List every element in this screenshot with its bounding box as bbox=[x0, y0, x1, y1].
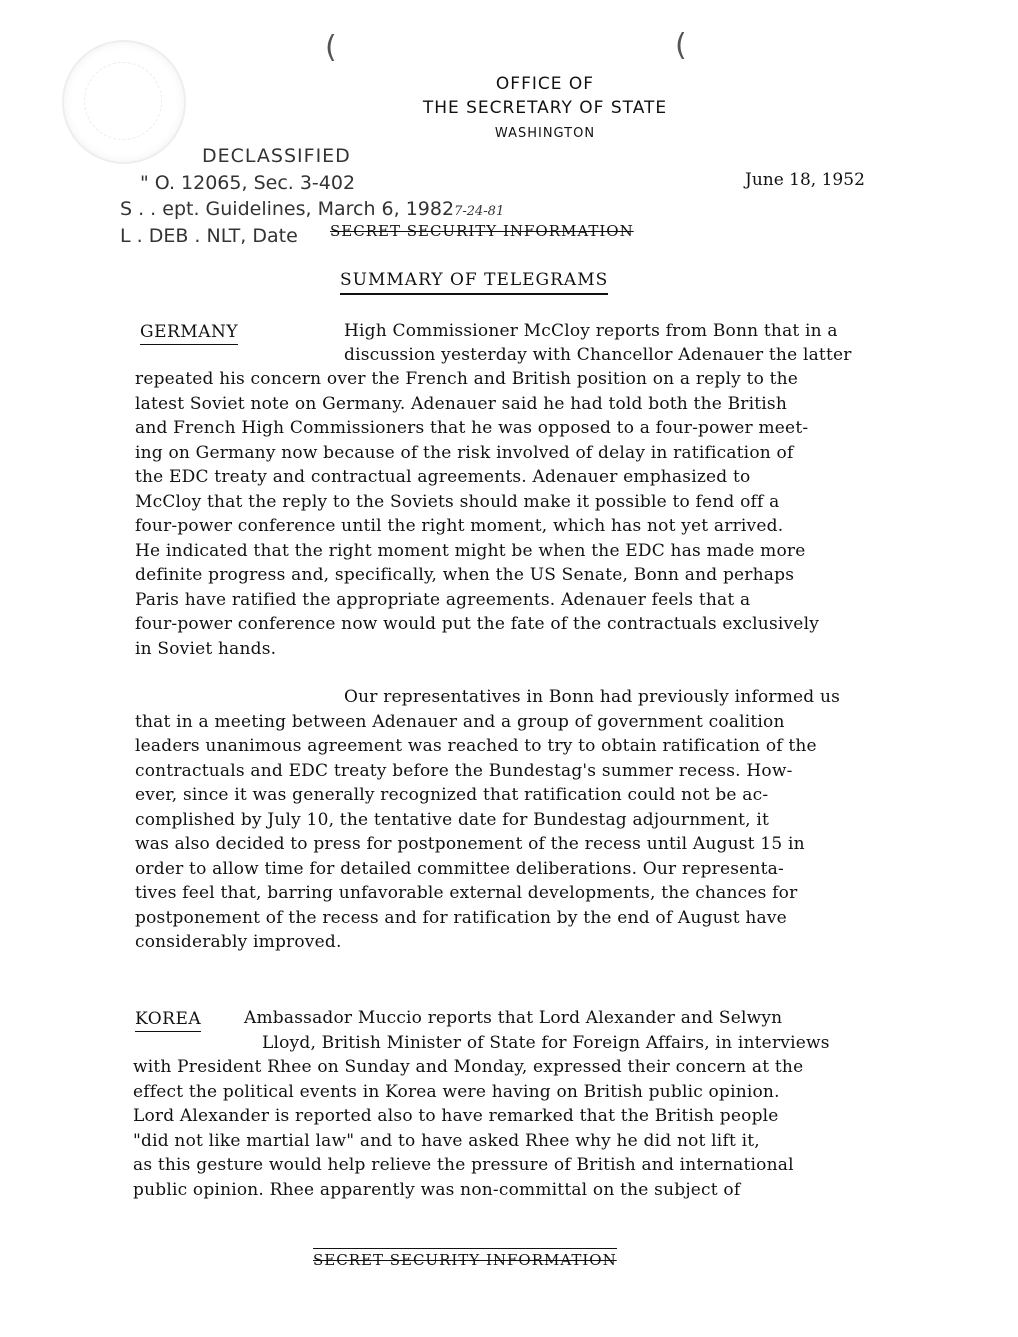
text-line: postponement of the recess and for ratification by the end of August have bbox=[135, 908, 787, 928]
declassified-title: DECLASSIFIED bbox=[202, 145, 351, 167]
punch-hole-mark-right: ( bbox=[675, 28, 687, 63]
text-line: considerably improved. bbox=[135, 932, 342, 952]
text-line: in Soviet hands. bbox=[135, 639, 277, 659]
text-line: four-power conference now would put the fate of the contractuals exclusively bbox=[135, 614, 820, 634]
seal-inner-ring bbox=[84, 62, 162, 140]
guidelines-text: S . . ept. Guidelines, March 6, 1982 bbox=[120, 198, 455, 220]
letterhead-line-1: OFFICE OF bbox=[495, 74, 595, 94]
text-line: discussion yesterday with Chancellor Adenauer the latter bbox=[344, 345, 852, 365]
text-line: that in a meeting between Adenauer and a group of government coalition bbox=[135, 712, 785, 732]
text-line: and French High Commissioners that he was opposed to a four-power meet- bbox=[135, 418, 809, 438]
text-line: was also decided to press for postponement of the recess until August 15 in bbox=[135, 834, 805, 854]
document-heading: SUMMARY OF TELEGRAMS bbox=[340, 270, 608, 295]
text-line: High Commissioner McCloy reports from Bonn that in a bbox=[344, 321, 838, 341]
text-line: Ambassador Muccio reports that Lord Alexander and Selwyn bbox=[244, 1008, 783, 1028]
text-line: with President Rhee on Sunday and Monday, expressed their concern at the bbox=[133, 1057, 804, 1077]
declassified-by-line: L . DEB . NLT, Date bbox=[120, 225, 298, 247]
text-line: definite progress and, specifically, when the US Senate, Bonn and perhaps bbox=[135, 565, 795, 585]
text-line: ever, since it was generally recognized that ratification could not be ac- bbox=[135, 785, 769, 805]
text-line: the EDC treaty and contractual agreements. Adenauer emphasized to bbox=[135, 467, 751, 487]
text-line: as this gesture would help relieve the pressure of British and international bbox=[133, 1155, 794, 1175]
text-line: order to allow time for detailed committee deliberations. Our representa- bbox=[135, 859, 784, 879]
text-line: complished by July 10, the tentative date for Bundestag adjournment, it bbox=[135, 810, 770, 830]
text-line: four-power conference until the right moment, which has not yet arrived. bbox=[135, 516, 784, 536]
text-line: latest Soviet note on Germany. Adenauer said he had told both the British bbox=[135, 394, 787, 414]
section-label-korea: KOREA bbox=[135, 1009, 201, 1032]
classification-marking-bottom: SECRET SECURITY INFORMATION bbox=[313, 1248, 617, 1269]
section-label-germany: GERMANY bbox=[140, 322, 238, 345]
punch-hole-mark-left: ( bbox=[325, 30, 337, 65]
text-line: Our representatives in Bonn had previously informed us bbox=[344, 687, 841, 707]
text-line: "did not like martial law" and to have asked Rhee why he did not lift it, bbox=[133, 1131, 760, 1151]
text-line: ing on Germany now because of the risk involved of delay in ratification of bbox=[135, 443, 794, 463]
text-line: leaders unanimous agreement was reached to try to obtain ratification of the bbox=[135, 736, 817, 756]
handwritten-date: 7-24-81 bbox=[454, 204, 505, 219]
text-line: effect the political events in Korea were having on British public opinion. bbox=[133, 1082, 780, 1102]
text-line: Paris have ratified the appropriate agreements. Adenauer feels that a bbox=[135, 590, 751, 610]
text-line: McCloy that the reply to the Soviets should make it possible to fend off a bbox=[135, 492, 780, 512]
classification-marking-top: SECRET SECURITY INFORMATION bbox=[330, 222, 634, 240]
document-date: June 18, 1952 bbox=[745, 170, 865, 190]
text-line: Lord Alexander is reported also to have remarked that the British people bbox=[133, 1106, 779, 1126]
text-line: Lloyd, British Minister of State for Foreign Affairs, in interviews bbox=[262, 1033, 830, 1053]
letterhead-line-2: THE SECRETARY OF STATE bbox=[422, 98, 668, 118]
state-department-seal-embossed bbox=[62, 40, 186, 164]
text-line: He indicated that the right moment might be when the EDC has made more bbox=[135, 541, 806, 561]
declassified-eo-line: " O. 12065, Sec. 3-402 bbox=[140, 172, 356, 194]
letterhead bbox=[380, 72, 710, 146]
text-line: tives feel that, barring unfavorable external developments, the chances for bbox=[135, 883, 798, 903]
letterhead-line-3: WASHINGTON bbox=[494, 126, 596, 141]
text-line: contractuals and EDC treaty before the Bundestag's summer recess. How- bbox=[135, 761, 793, 781]
text-line: repeated his concern over the French and British position on a reply to the bbox=[135, 369, 799, 389]
text-line: public opinion. Rhee apparently was non-committal on the subject of bbox=[133, 1180, 741, 1200]
